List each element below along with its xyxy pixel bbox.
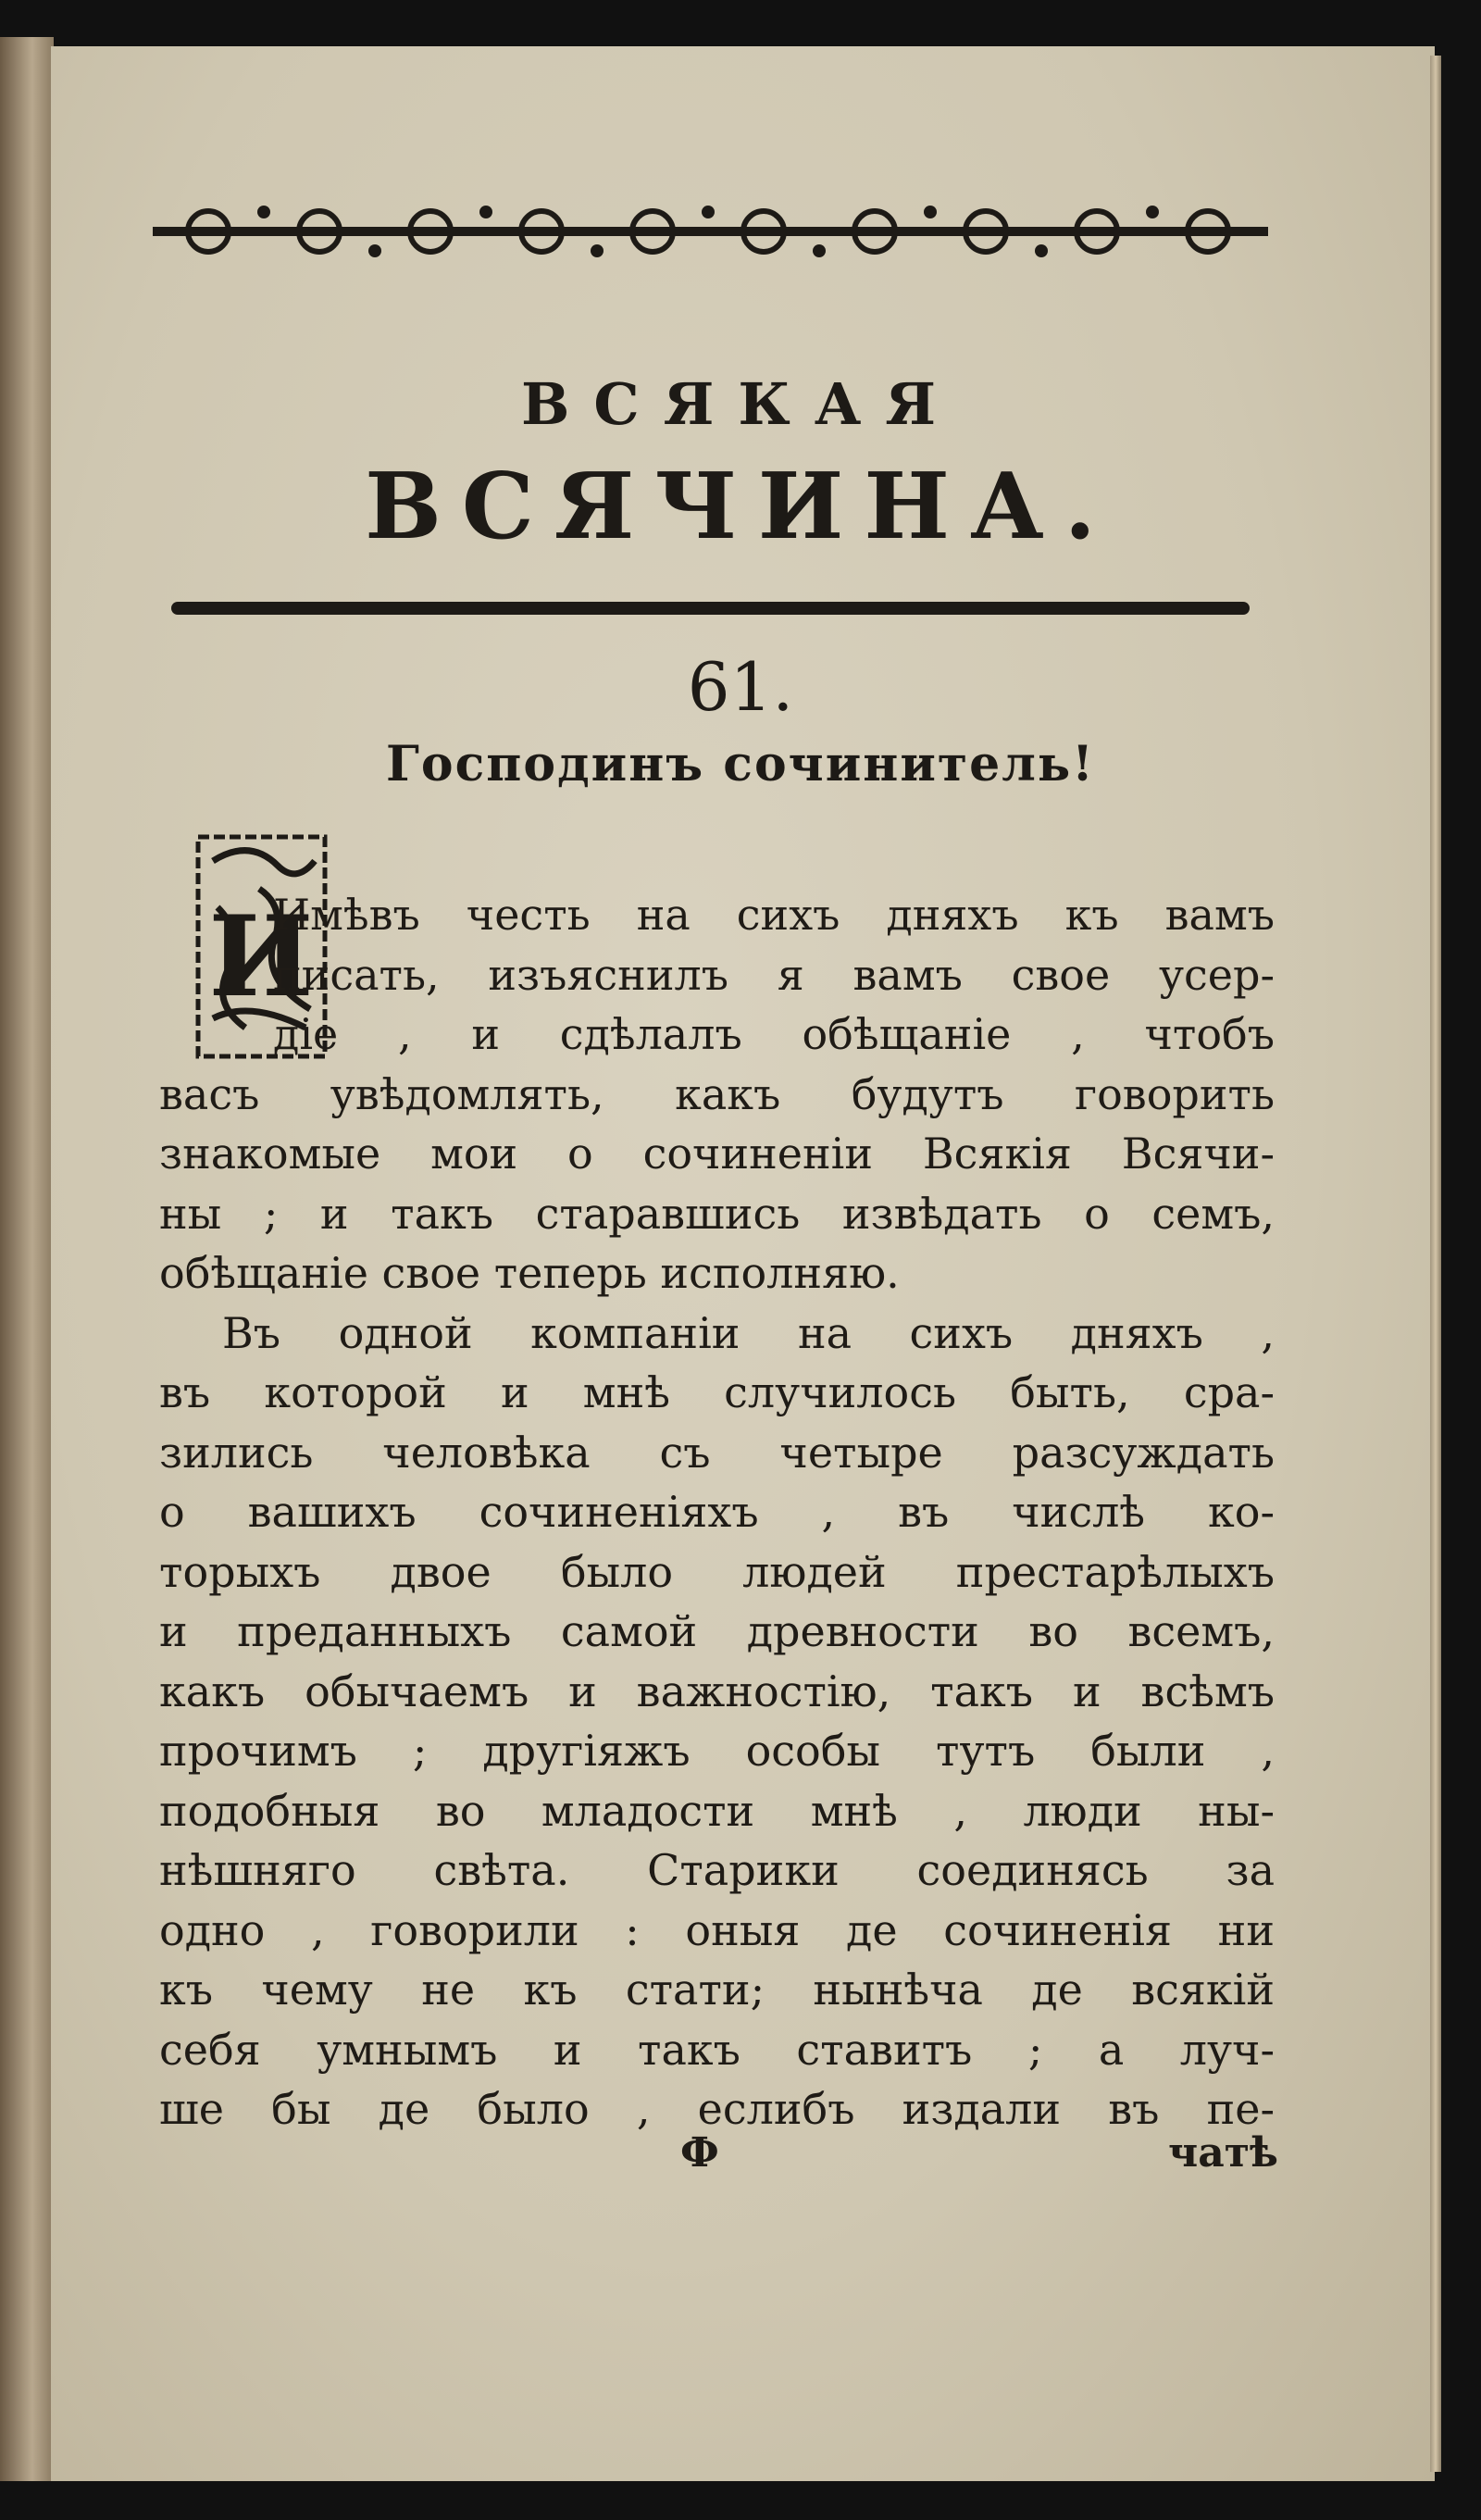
decorative-headpiece-ornament <box>153 199 1268 264</box>
title-line-2: ВСЯЧИНА. <box>365 454 1116 560</box>
text-line <box>273 1006 1275 1062</box>
text-line <box>159 1484 1275 1540</box>
text-line-content: знакомые мои о сочиненіи Всякія Всячи- <box>159 1129 1275 1179</box>
text-line <box>159 2081 1275 2137</box>
text-line <box>273 887 1275 942</box>
text-line-content: зились человѣка съ четыре разсуждать <box>159 1427 1275 1478</box>
text-line-content: одно , говорили : оныя де сочиненія ни <box>159 1904 1275 1955</box>
text-line <box>159 1842 1275 1898</box>
text-line <box>159 1365 1275 1420</box>
text-line <box>273 947 1275 1003</box>
text-line-content: къ чему не къ стати; нынѣча де всякій <box>159 1965 1275 2015</box>
text-line <box>159 1186 1275 1241</box>
text-line <box>159 1902 1275 1958</box>
text-line-content: нѣшняго свѣта. Старики соединясь за <box>159 1845 1275 1895</box>
text-line <box>159 1067 1275 1122</box>
text-line-content: Имѣвъ честь на сихъ дняхъ къ вамъ <box>273 890 1275 940</box>
issue-number: 61. <box>687 648 794 726</box>
text-line <box>159 1723 1275 1778</box>
text-line <box>159 2022 1275 2077</box>
text-line-content: Въ одной компаніи на сихъ дняхъ , <box>222 1307 1275 1358</box>
text-line <box>159 1603 1275 1659</box>
text-line-content: и преданныхъ самой древности во всемъ, <box>159 1606 1275 1656</box>
text-line-content: какъ обычаемъ и важностію, такъ и всѣмъ <box>159 1665 1275 1716</box>
text-line <box>159 1962 1275 2017</box>
text-line-content: обѣщаніе свое теперь исполняю. <box>159 1248 900 1298</box>
text-line-content: ны ; и такъ старавшись извѣдать о семъ, <box>159 1188 1275 1239</box>
text-line-content: торыхъ двое было людей престарѣлыхъ <box>159 1546 1275 1597</box>
text-line <box>159 1425 1275 1480</box>
text-line <box>159 1783 1275 1839</box>
text-line <box>159 1544 1275 1600</box>
text-line-content: діе , и сдѣлалъ обѣщаніе , чтобъ <box>273 1009 1275 1059</box>
text-line-content: писать, изъяснилъ я вамъ свое усер- <box>273 949 1275 1000</box>
text-line <box>159 1664 1275 1719</box>
text-line <box>159 1126 1275 1181</box>
text-line-content: ше бы де было , еслибъ издали въ пе- <box>159 2084 1275 2134</box>
signature-mark: Ф <box>680 2129 719 2177</box>
salutation: Господинъ сочинитель! <box>386 736 1095 792</box>
drop-cap-letter: И <box>208 892 314 1022</box>
text-line <box>159 1245 1275 1301</box>
text-line-content: себя умнымъ и такъ ставитъ ; а луч- <box>159 2024 1275 2075</box>
text-line-content: васъ увѣдомлять, какъ будутъ говорить <box>159 1068 1275 1119</box>
text-line-content: подобныя во младости мнѣ , люди ны- <box>159 1785 1275 1836</box>
text-line <box>222 1305 1275 1361</box>
title-rule-divider <box>171 602 1250 615</box>
text-line-content: прочимъ ; другіяжъ особы тутъ были , <box>159 1726 1275 1776</box>
text-line-content: въ которой и мнѣ случилось быть, сра- <box>159 1367 1275 1417</box>
text-line-content: о вашихъ сочиненіяхъ , въ числѣ ко- <box>159 1487 1275 1537</box>
catchword: чатѣ <box>1168 2129 1278 2177</box>
title-line-1: ВСЯКАЯ <box>521 370 960 438</box>
